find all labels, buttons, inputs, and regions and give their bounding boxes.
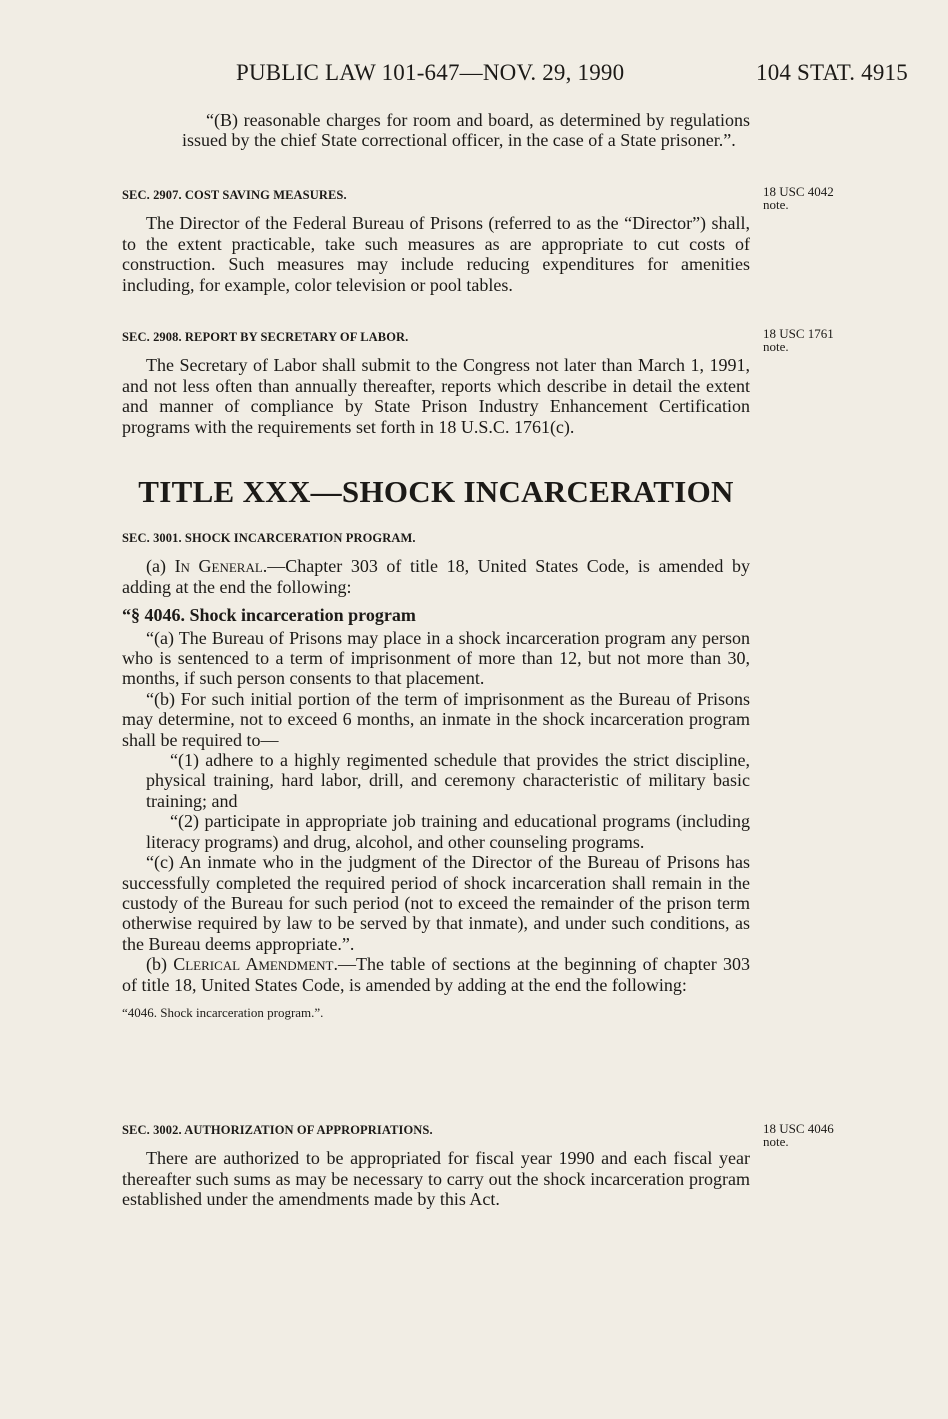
- margin-note-citation: 18 USC 4046: [763, 1121, 834, 1136]
- margin-note-2908: [763, 327, 834, 353]
- paragraph-c: “(c) An inmate who in the judgment of the Director of the Bureau of Prisons has successfully completed the required period of shock incarceration shall remain in the custody of the Bureau for such period (not to exceed the remainder of the prison term otherwise required by law to be served by that inmate), and under such conditions, as the Bureau deems appropriate.”.: [122, 852, 750, 954]
- margin-note-suffix: note.: [763, 339, 789, 354]
- subsection-text: —The table of sections at the beginning of chapter 303 of title 18, United States Code, is amended by adding at the end the following:: [122, 954, 750, 995]
- running-header-page: 104 STAT. 4915: [756, 60, 908, 85]
- section-heading: SEC. 3001. SHOCK INCARCERATION PROGRAM.: [122, 531, 416, 545]
- section-heading: SEC. 2907. COST SAVING MEASURES.: [122, 188, 347, 202]
- running-header-left: PUBLIC LAW 101-647—NOV. 29, 1990: [236, 60, 625, 85]
- item-text: “(2) participate in appropriate job training and educational programs (including literacy programs) and drug, alcohol, and other counseling programs.: [146, 811, 750, 852]
- subsection-caption: In General.: [174, 556, 268, 577]
- section-2907: [122, 185, 750, 295]
- paragraph-b-room-board: [122, 110, 750, 151]
- item-text: “(1) adhere to a highly regimented schedule that provides the strict discipline, physical training, hard labor, drill, and ceremony characteristic of military basic training; and: [146, 750, 750, 811]
- subsection-text: —Chapter 303 of title 18, United States Code, is amended by adding at the end the following:: [122, 556, 750, 597]
- section-3002: [122, 1120, 750, 1210]
- subsection-b: [122, 954, 750, 995]
- paragraph-a: “(a) The Bureau of Prisons may place in a shock incarceration program any person who is sentenced to a term of imprisonment of more than 12, but not more than 30, months, if such person consents to that placement.: [122, 627, 750, 689]
- paragraph-b-2: [122, 811, 750, 852]
- section-3001: [122, 528, 750, 1023]
- title-heading: TITLE XXX—SHOCK INCARCERATION: [138, 474, 734, 509]
- subsection-a: [122, 556, 750, 597]
- paragraph-text: “(B) reasonable charges for room and board, as determined by regulations issued by the chief State correctional officer, in the case of a State prisoner.”.: [182, 110, 750, 151]
- section-body: The Secretary of Labor shall submit to the Congress not later than March 1, 1991, and not less often than annually thereafter, reports which describe in detail the extent and manner of compliance by State Prison Industry Enhancement Certification programs with the requirements set forth in 18 U.S.C. 1761(c).: [122, 355, 750, 437]
- margin-note-citation: 18 USC 4042: [763, 184, 834, 199]
- subsection-label: (b): [146, 954, 174, 975]
- section-body: There are authorized to be appropriated for fiscal year 1990 and each fiscal year thereafter such sums as may be necessary to carry out the shock incarceration program established under the amendments made by this Act.: [122, 1148, 750, 1210]
- subsection-label: (a): [146, 556, 175, 577]
- section-heading: SEC. 3002. AUTHORIZATION OF APPROPRIATIONS.: [122, 1123, 433, 1137]
- margin-note-citation: 18 USC 1761: [763, 326, 834, 341]
- subsection-caption: Clerical Amendment.: [173, 954, 338, 975]
- margin-note-2907: [763, 185, 834, 211]
- paragraph-b-1: [122, 750, 750, 811]
- section-heading: SEC. 2908. REPORT BY SECRETARY OF LABOR.: [122, 330, 409, 344]
- table-of-sections-entry: “4046. Shock incarceration program.”.: [122, 1004, 324, 1020]
- section-body: The Director of the Federal Bureau of Prisons (referred to as the “Director”) shall, to the extent practicable, take such measures as are appropriate to cut costs of construction. Such measures may include reducing expenditures for amenities including, for example, color television or pool tables.: [122, 213, 750, 295]
- margin-note-suffix: note.: [763, 197, 789, 212]
- margin-note-3002: [763, 1122, 834, 1148]
- margin-note-suffix: note.: [763, 1134, 789, 1149]
- codified-section-heading: “§ 4046. Shock incarceration program: [122, 605, 416, 626]
- section-2908: [122, 327, 750, 437]
- paragraph-b: “(b) For such initial portion of the term of imprisonment as the Bureau of Prisons may determine, not to exceed 6 months, an inmate in the shock incarceration program shall be required to—: [122, 688, 750, 750]
